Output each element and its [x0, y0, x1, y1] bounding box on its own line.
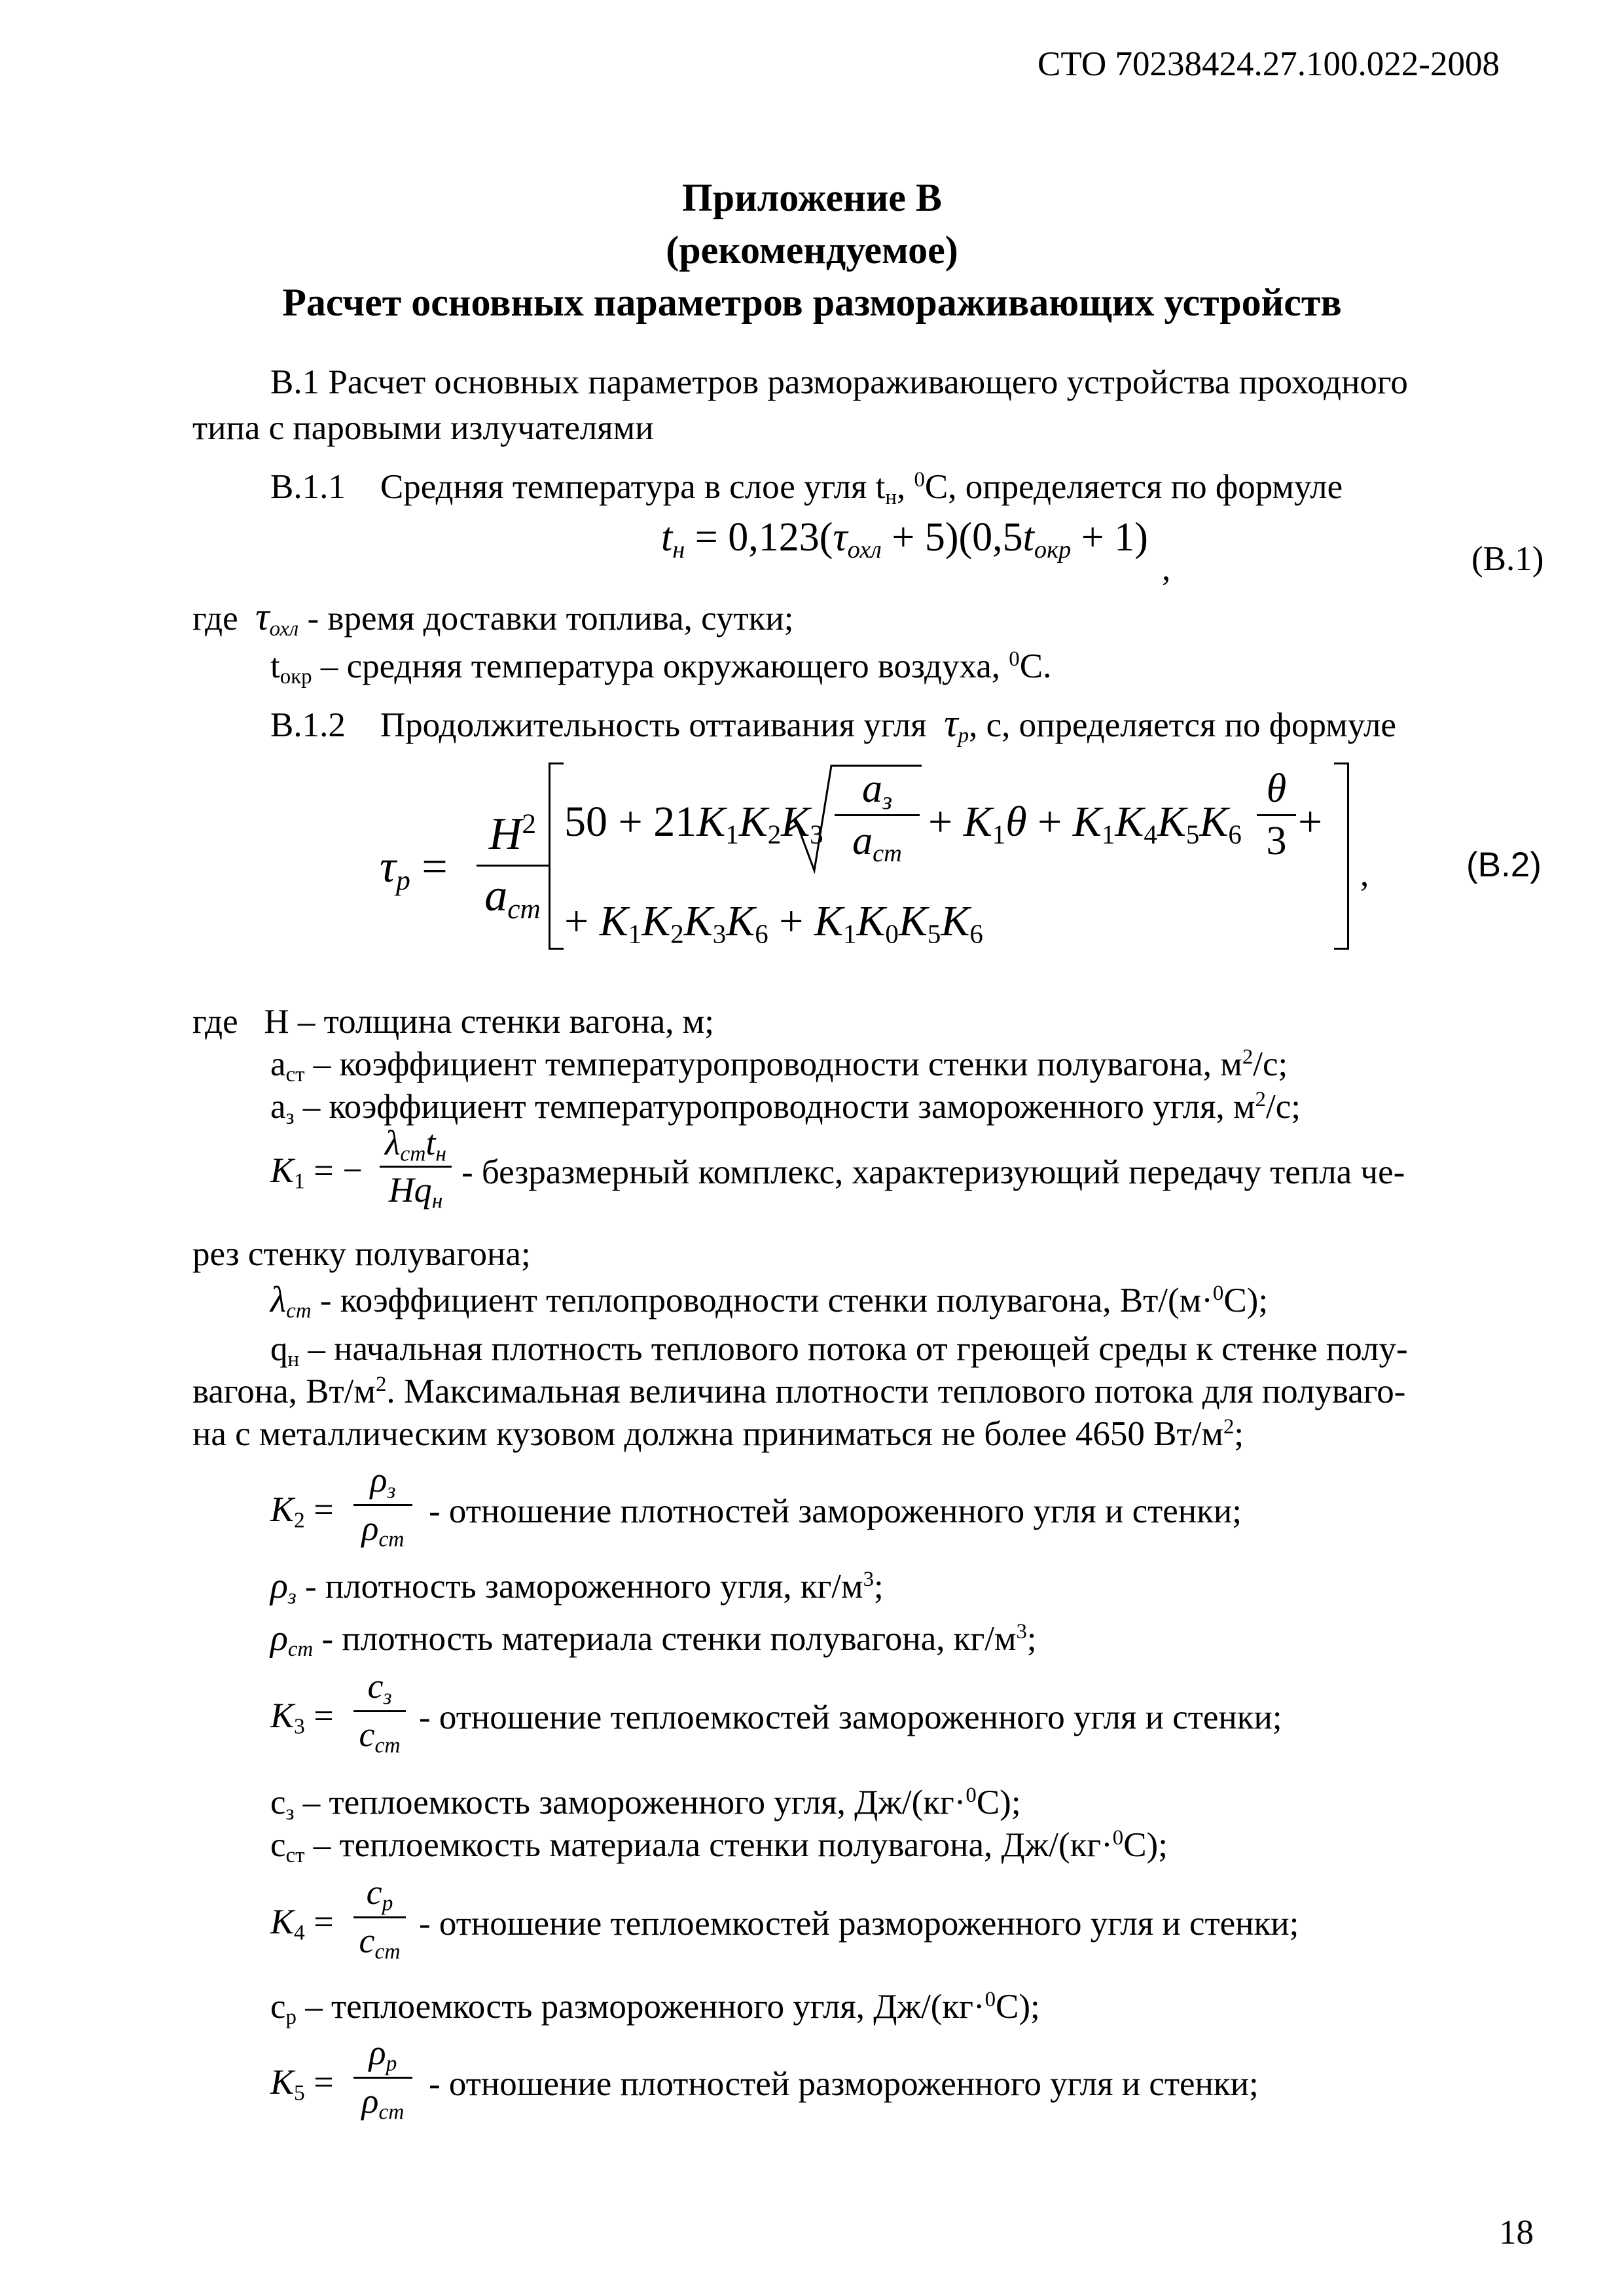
k1-description: - безразмерный комплекс, характеризующий передачу тепла че- — [461, 1153, 1405, 1191]
formula-b1-comma: , — [1162, 550, 1171, 588]
where-b2-az: $а_з$ – коэффициент температуропроводности замороженного угля, $м^2/с$; — [270, 1087, 1301, 1130]
where-b1-tokr: $t_{окр}$ – средняя температура окружающего воздуха, $^0$С. — [270, 647, 1052, 689]
k1-label: $K_1$ = − — [270, 1151, 363, 1194]
where-b2-qn-line1: $q_н$ – начальная плотность теплового потока от греющей среды к стенке полу- — [270, 1330, 1408, 1372]
formula-b2-comma: , — [1360, 855, 1369, 893]
section-b1-line2: типа с паровыми излучателями — [192, 409, 654, 447]
where-b1-tau: где $\tau_{охл}$ - время доставки топлива, сутки; — [192, 595, 794, 641]
formula-b2-right-bracket — [1334, 762, 1349, 950]
formula-b2-fraction: $H^2$ $a_{ст}$ — [477, 808, 549, 926]
formula-b2-row1-a: $50 + 21K_1K_2K_3$ — [564, 798, 823, 850]
k3-fraction: $c_з$ $c_{ст}$ — [353, 1666, 406, 1764]
appendix-subtitle: (рекомендуемое) — [666, 228, 958, 272]
k4-fraction: $c_р$ $c_{ст}$ — [353, 1872, 406, 1970]
formula-b2-number: (В.2) — [1466, 846, 1542, 884]
document-code: СТО 70238424.27.100.022-2008 — [1038, 45, 1500, 83]
formula-b2-theta-fraction: θ 3 — [1257, 766, 1296, 870]
appendix-heading: Расчет основных параметров размораживающих устройств — [282, 281, 1342, 324]
where-b2-rhost: $\rho_{ст}$ - плотность материала стенки полувагона, $кг/м^3$; — [270, 1618, 1037, 1662]
where-b2-ast: $а_{ст}$ – коэффициент температуропроводности стенки полувагона, $м^2/с$; — [270, 1045, 1288, 1087]
k3-label: $K_3$ = — [270, 1696, 334, 1739]
formula-b2-lhs: $\tau_р$ = — [380, 842, 448, 897]
k5-description: - отношение плотностей размороженного угля и стенки; — [429, 2065, 1259, 2103]
section-b11-text: В.1.1 Средняя температура в слое угля $t_н$, $^0$С, определяется по формуле — [270, 467, 1343, 510]
k5-label: $K_5$ = — [270, 2062, 334, 2106]
k3-description: - отношение теплоемкостей замороженного угля и стенки; — [419, 1698, 1282, 1736]
formula-b2-row2: + $K_1K_2K_3K_6 + K_1K_0K_5K_6$ — [564, 897, 983, 949]
where-b2-h: где Н – толщина стенки вагона, м; — [192, 1003, 714, 1041]
where-b2-qn-line2: вагона, $Вт/м^2$. Максимальная величина плотности теплового потока для полуваго- — [192, 1372, 1406, 1410]
formula-b2-left-bracket — [549, 762, 564, 950]
k1-description-cont: рез стенку полувагона; — [192, 1235, 531, 1273]
formula-b2-row1-plus: + — [1298, 798, 1323, 846]
formula-b2-row1-b: + $K_1\theta + K_1K_4K_5K_6$ — [928, 798, 1242, 850]
k1-fraction: $\lambda_{ст}t_н$ $Hq_н$ — [380, 1122, 452, 1221]
page-number: 18 — [1499, 2214, 1534, 2251]
k5-fraction: $\rho_р$ $\rho_{ст}$ — [353, 2032, 412, 2130]
k2-description: - отношение плотностей замороженного угля и стенки; — [429, 1492, 1242, 1530]
k4-label: $K_4$ = — [270, 1902, 334, 1945]
formula-b1-number: (В.1) — [1471, 540, 1544, 578]
where-b2-cz: $с_з$ – теплоемкость замороженного угля, Дж/(кг·$^0$С); — [270, 1783, 1021, 1825]
where-b2-lambda: $\lambda_{ст}$ - коэффициент теплопроводности стенки полувагона, Вт/(м·$^0$С); — [270, 1280, 1269, 1323]
where-b2-qn-line3: на с металлическим кузовом должна приниматься не более 4650 $Вт/м^2$; — [192, 1414, 1244, 1453]
where-b2-rhoz: $\rho_з$ - плотность замороженного угля, $кг/м^3$; — [270, 1566, 884, 1609]
k4-description: - отношение теплоемкостей размороженного угля и стенки; — [419, 1905, 1299, 1943]
where-b2-cst: $с_{ст}$ – теплоемкость материала стенки полувагона, Дж/(кг·$^0$С); — [270, 1825, 1168, 1868]
section-b12-text: В.1.2 Продолжительность оттаивания угля $\tau_р$, с, определяется по формуле — [270, 702, 1396, 748]
formula-b1: $t_н = 0,123(\tau_{охл} + 5)(0,5t_{окр} + 1)$ — [661, 515, 1148, 564]
appendix-title: Приложение В — [682, 176, 942, 219]
k2-label: $K_2$ = — [270, 1490, 334, 1533]
where-b2-cp: $с_р$ – теплоемкость размороженного угля, Дж/(кг·$^0$С); — [270, 1987, 1040, 2030]
k2-fraction: $\rho_з$ $\rho_{ст}$ — [353, 1460, 412, 1558]
section-b1-line1: В.1 Расчет основных параметров размораживающего устройства проходного — [270, 363, 1408, 401]
formula-b2-sqrt-fraction: $a_з$ $a_{ст}$ — [835, 766, 920, 870]
